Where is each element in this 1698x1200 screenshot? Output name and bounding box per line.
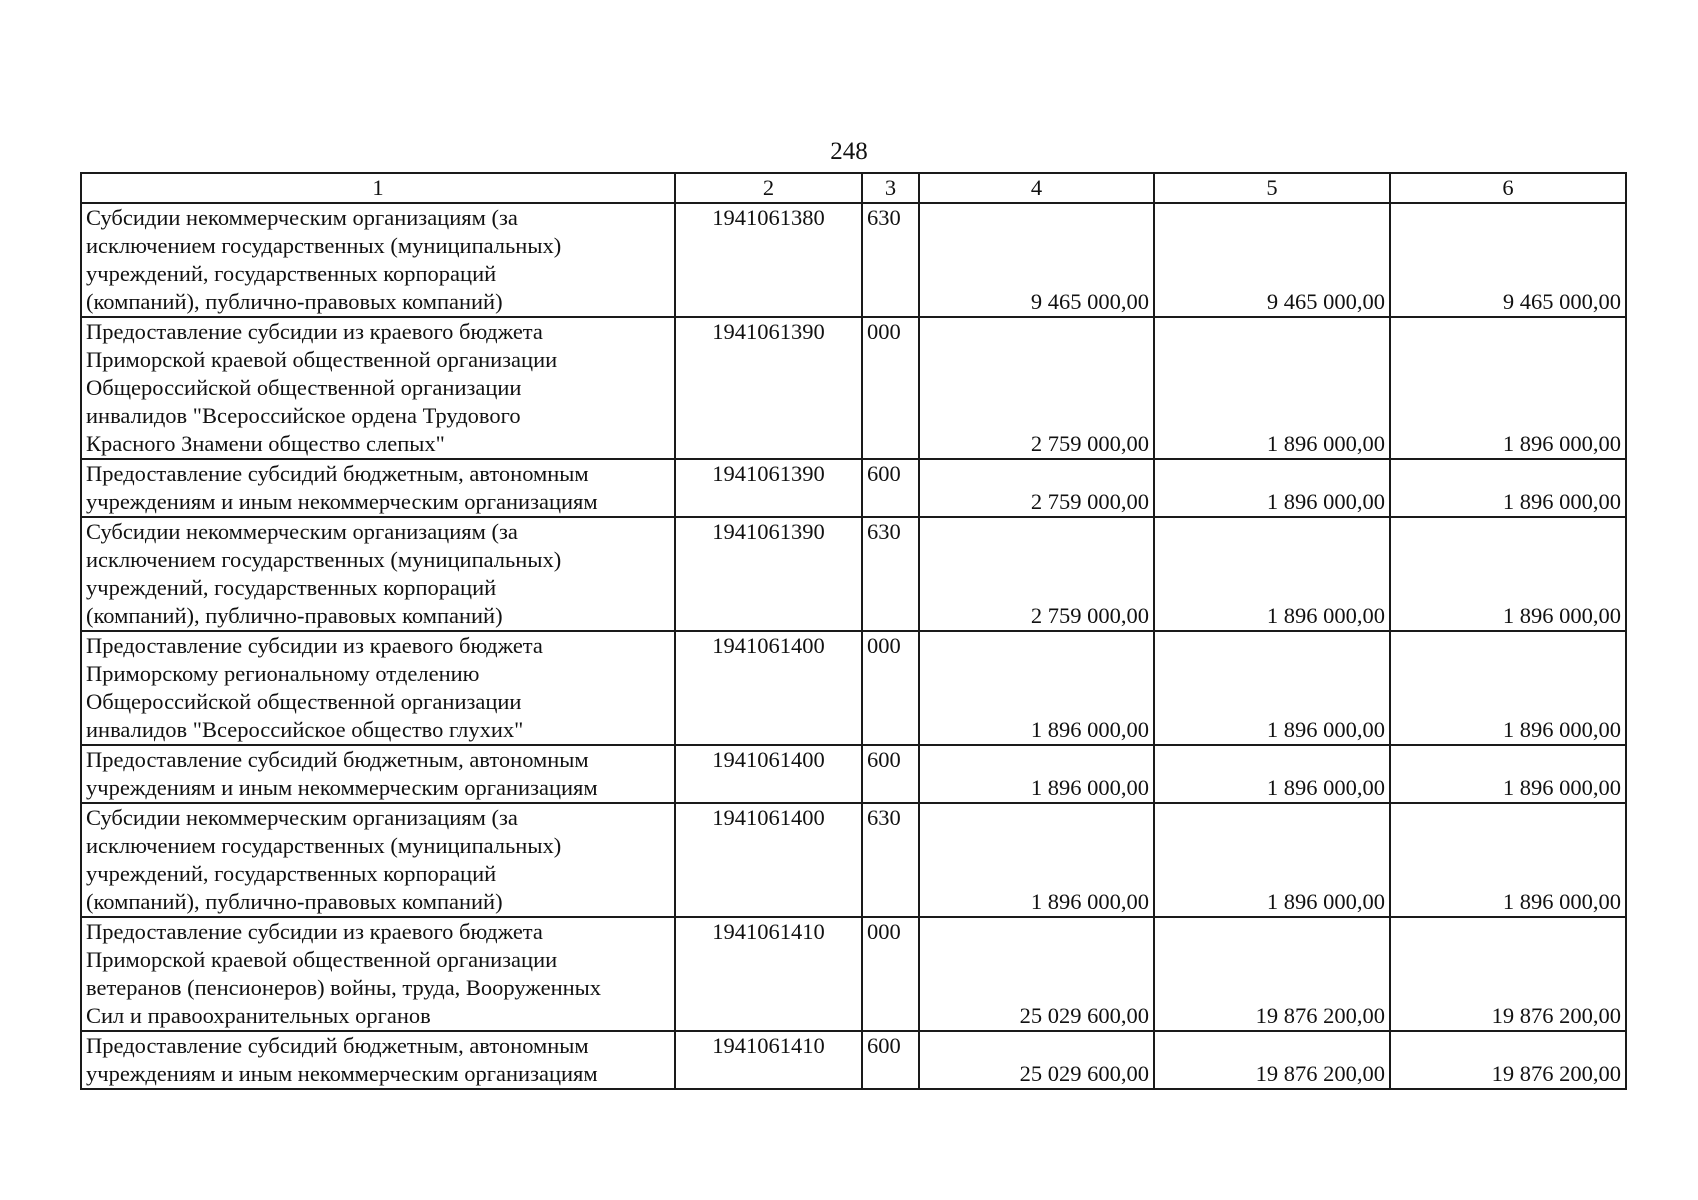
row-name-cell: Субсидии некоммерческим организациям (за исключением государственных (муниципальных) учреждений, государственных корпораций (компаний), публично-правовых компаний) <box>81 803 675 917</box>
row-value-col6-cell: 19 876 200,00 <box>1390 1031 1626 1089</box>
row-name-cell: Предоставление субсидии из краевого бюджета Приморской краевой общественной организации ветеранов (пенсионеров) войны, труда, Вооруженных Сил и правоохранительных органов <box>81 917 675 1031</box>
row-value-col4-cell: 25 029 600,00 <box>919 1031 1154 1089</box>
column-header: 2 <box>675 173 862 203</box>
row-value-col6-cell: 1 896 000,00 <box>1390 745 1626 803</box>
row-name-cell: Субсидии некоммерческим организациям (за исключением государственных (муниципальных) учреждений, государственных корпораций (компаний), публично-правовых компаний) <box>81 517 675 631</box>
row-value-col5-cell: 9 465 000,00 <box>1154 203 1390 317</box>
row-value-col4-cell: 1 896 000,00 <box>919 745 1154 803</box>
row-type-cell: 600 <box>862 1031 919 1089</box>
row-value-col4-cell: 1 896 000,00 <box>919 631 1154 745</box>
row-name-cell: Предоставление субсидий бюджетным, автономным учреждениям и иным некоммерческим организациям <box>81 745 675 803</box>
column-header: 1 <box>81 173 675 203</box>
row-code-cell: 1941061410 <box>675 917 862 1031</box>
row-name-cell: Предоставление субсидии из краевого бюджета Приморскому региональному отделению Общероссийской общественной организации инвалидов "Всероссийское общество глухих" <box>81 631 675 745</box>
column-header: 4 <box>919 173 1154 203</box>
row-type-cell: 630 <box>862 203 919 317</box>
row-type-cell: 000 <box>862 917 919 1031</box>
row-code-cell: 1941061410 <box>675 1031 862 1089</box>
row-value-col6-cell: 1 896 000,00 <box>1390 631 1626 745</box>
row-type-cell: 000 <box>862 631 919 745</box>
row-value-col5-cell: 1 896 000,00 <box>1154 317 1390 459</box>
row-value-col4-cell: 2 759 000,00 <box>919 317 1154 459</box>
row-value-col5-cell: 1 896 000,00 <box>1154 517 1390 631</box>
column-header: 6 <box>1390 173 1626 203</box>
row-value-col4-cell: 25 029 600,00 <box>919 917 1154 1031</box>
row-type-cell: 630 <box>862 803 919 917</box>
table-row <box>81 1031 1626 1089</box>
row-value-col4-cell: 9 465 000,00 <box>919 203 1154 317</box>
row-value-col6-cell: 1 896 000,00 <box>1390 459 1626 517</box>
row-type-cell: 000 <box>862 317 919 459</box>
row-name-cell: Предоставление субсидии из краевого бюджета Приморской краевой общественной организации Общероссийской общественной организации инвалидов "Всероссийское ордена Трудового Красного Знамени общество слепых" <box>81 317 675 459</box>
row-value-col5-cell: 1 896 000,00 <box>1154 803 1390 917</box>
table-row <box>81 517 1626 631</box>
row-code-cell: 1941061390 <box>675 517 862 631</box>
row-code-cell: 1941061380 <box>675 203 862 317</box>
row-value-col5-cell: 1 896 000,00 <box>1154 631 1390 745</box>
row-value-col4-cell: 2 759 000,00 <box>919 517 1154 631</box>
table-row <box>81 317 1626 459</box>
row-code-cell: 1941061390 <box>675 459 862 517</box>
row-value-col6-cell: 1 896 000,00 <box>1390 517 1626 631</box>
row-code-cell: 1941061400 <box>675 803 862 917</box>
table-header-row <box>81 173 1626 203</box>
row-value-col5-cell: 19 876 200,00 <box>1154 1031 1390 1089</box>
column-header: 5 <box>1154 173 1390 203</box>
row-value-col6-cell: 19 876 200,00 <box>1390 917 1626 1031</box>
row-value-col6-cell: 9 465 000,00 <box>1390 203 1626 317</box>
table-row <box>81 917 1626 1031</box>
row-value-col5-cell: 1 896 000,00 <box>1154 459 1390 517</box>
table-row <box>81 203 1626 317</box>
table-row <box>81 631 1626 745</box>
row-code-cell: 1941061400 <box>675 745 862 803</box>
row-value-col5-cell: 1 896 000,00 <box>1154 745 1390 803</box>
row-value-col5-cell: 19 876 200,00 <box>1154 917 1390 1031</box>
row-type-cell: 600 <box>862 745 919 803</box>
page-number: 248 <box>830 138 868 165</box>
row-value-col4-cell: 2 759 000,00 <box>919 459 1154 517</box>
table-row <box>81 803 1626 917</box>
row-type-cell: 600 <box>862 459 919 517</box>
row-name-cell: Субсидии некоммерческим организациям (за исключением государственных (муниципальных) учреждений, государственных корпораций (компаний), публично-правовых компаний) <box>81 203 675 317</box>
row-name-cell: Предоставление субсидий бюджетным, автономным учреждениям и иным некоммерческим организациям <box>81 459 675 517</box>
row-code-cell: 1941061400 <box>675 631 862 745</box>
row-value-col6-cell: 1 896 000,00 <box>1390 803 1626 917</box>
column-header: 3 <box>862 173 919 203</box>
row-code-cell: 1941061390 <box>675 317 862 459</box>
budget-table <box>80 172 1627 1090</box>
row-type-cell: 630 <box>862 517 919 631</box>
table-row <box>81 745 1626 803</box>
row-value-col6-cell: 1 896 000,00 <box>1390 317 1626 459</box>
row-name-cell: Предоставление субсидий бюджетным, автономным учреждениям и иным некоммерческим организациям <box>81 1031 675 1089</box>
table-row <box>81 459 1626 517</box>
row-value-col4-cell: 1 896 000,00 <box>919 803 1154 917</box>
